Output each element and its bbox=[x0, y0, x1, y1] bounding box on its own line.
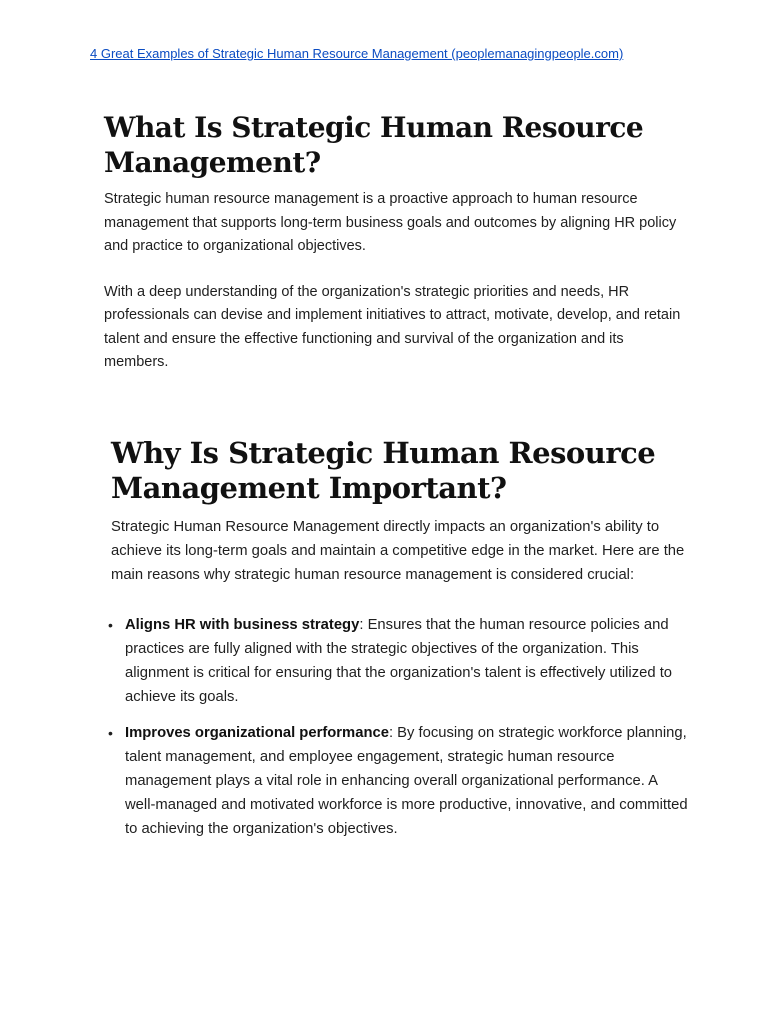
list-item-title: Improves organizational performance bbox=[125, 725, 389, 741]
list-item bbox=[108, 721, 691, 841]
bullet-icon: • bbox=[108, 725, 113, 741]
list-item bbox=[108, 613, 691, 709]
bullet-icon: • bbox=[108, 617, 113, 633]
paragraph-understanding: With a deep understanding of the organization's strategic priorities and needs, HR professionals can devise and implement initiatives to attract, motivate, develop, and retain talent and ensure the effective functioning and survival of the organization and its members. bbox=[104, 283, 681, 370]
heading-what-is-shrm: What Is Strategic Human Resource Management? bbox=[104, 111, 644, 179]
source-link[interactable]: 4 Great Examples of Strategic Human Resource Management (peoplemanagingpeople.com) bbox=[90, 46, 624, 61]
section-why-shrm-important bbox=[108, 436, 691, 853]
list-item-text: : Ensures that the human resource policies and practices are fully aligned with the strategic objectives of the organization. This alignment is critical for ensuring that the organization's talent is effectively utilized to achieve its goals. bbox=[125, 617, 673, 705]
heading-why-shrm-important: Why Is Strategic Human Resource Management Important? bbox=[111, 436, 656, 505]
paragraph-impact: Strategic Human Resource Management directly impacts an organization's ability to achieve its long-term goals and maintain a competitive edge in the market. Here are the main reasons why strategic human resource management is considered crucial: bbox=[111, 519, 685, 583]
reasons-list bbox=[108, 613, 691, 841]
paragraph-definition: Strategic human resource management is a proactive approach to human resource management that supports long-term business goals and outcomes by aligning HR policy and practice to organizational objectives. bbox=[104, 191, 677, 254]
list-item-title: Aligns HR with business strategy bbox=[125, 617, 360, 633]
list-item-text: : By focusing on strategic workforce planning, talent management, and employee engagement, strategic human resource management plays a vital role in enhancing overall organizational performance. A well-managed and motivated workforce is more productive, innovative, and committed to achieving the organization's objectives. bbox=[125, 725, 688, 837]
section-what-is-shrm bbox=[104, 110, 684, 375]
